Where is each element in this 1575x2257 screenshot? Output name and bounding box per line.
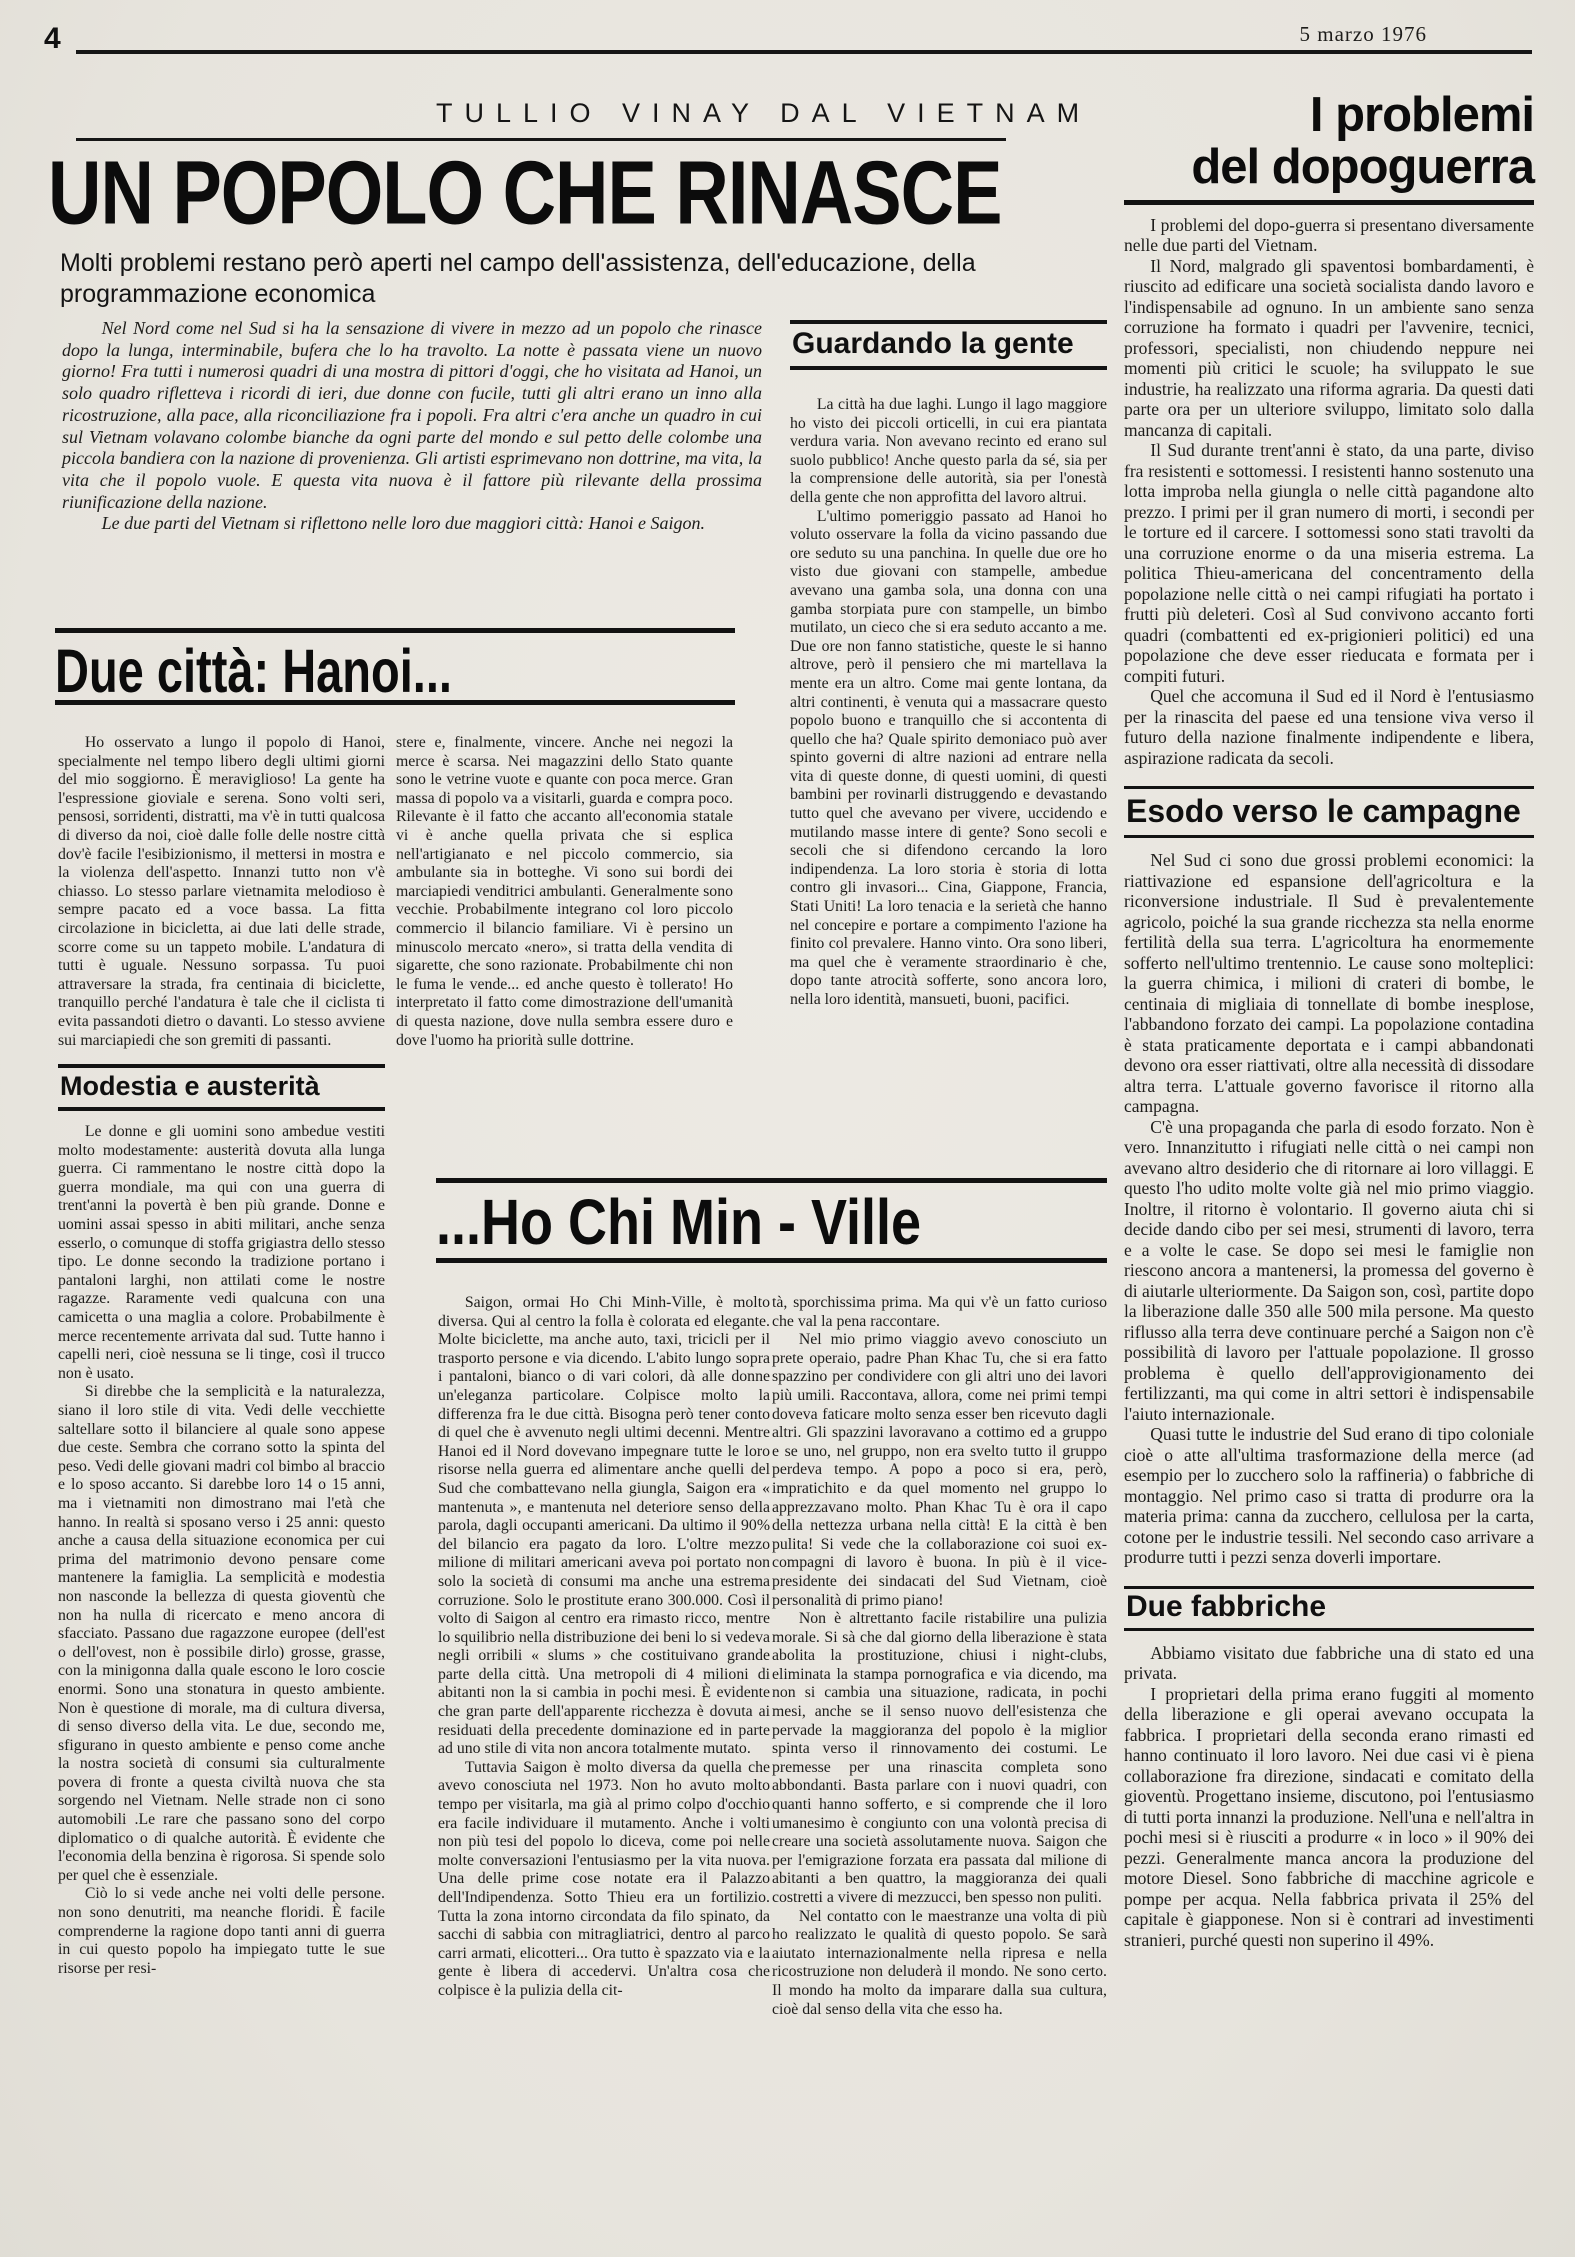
main-headline-text: UN POPOLO CHE RINASCE: [48, 141, 1002, 244]
issue-date: 5 marzo 1976: [1299, 22, 1427, 46]
paragraph: La città ha due laghi. Lungo il lago maggiore ho visto dei piccoli orticelli, in cui era piantata verdura varia. Non avevano recinto ed erano sul suolo pubblico! Anche questo parla da sé, sia per la comprensione delle autorità, sia per l'onestà della gente che non approfitta del lavoro altrui.: [790, 396, 1107, 506]
paragraph: Nel mio primo viaggio avevo conosciuto un prete operaio, padre Phan Khac Tu, che si era fatto spazzino per condividere con gli altri uno dei lavori più umili. Raccontava, allora, come nei primi tempi doveva faticare molto senza esser ben ricevuto dagli altri. Gli spazzini lavoravano a cottimo ed a gruppo e se uno, nel gruppo, non era svelto tutto il gruppo perdeva tempo. A popo a poco si era, però, impratichito e da quel momento nel gruppo lo apprezzavano molto. Phan Khac Tu è ora il capo della nettezza urbana nella città! E la città è ben pulita! Si vede che la collaborazione coi suoi ex-compagni di lavoro è buona. In più è il vice-presidente dei sindacati del Sud Vietnam, cioè personalità di primo piano!: [772, 1331, 1107, 1609]
paragraph: Nel Sud ci sono due grossi problemi economici: la riattivazione ed espansione dell'agricoltura e la riconversione industriale. Il Sud è prevalentemente agricolo, poiché la sua grande ricchezza sta nella enorme fertilità della sua terra. L'agricoltura ha enormemente sofferto nell'ultimo trentennio. Le cause sono molteplici: la guerra chimica, i milioni di crateri di bombe, le centinaia di migliaia di tonnellate di bombe inesplose, l'abbandono forzato dei campi. La popolazione contadina è stata praticamente deportata e i campi abbandonati devono ora esser riattivati, oltre alla necessità di dissodare altra terra. L'attuale governo favorisce il ritorno alla campagna.: [1124, 850, 1534, 1117]
kicker-rule: [76, 138, 1006, 141]
guardando-section-title: Guardando la gente: [790, 320, 1107, 370]
paragraph: Quel che accomuna il Sud ed il Nord è l'entusiasmo per la rinascita del paese ed una tensione viva verso il futuro della nazione finalmente indipendente e libera, aspirazione radicata da secoli.: [1124, 686, 1534, 768]
sidebar-title-line-1: I problemi: [1309, 88, 1534, 142]
paragraph: Le donne e gli uomini sono ambedue vestiti molto modestamente: austerità dovuta alla lunga guerra. Ci rammentano le nostre città dopo la guerra mondiale, ma qui con una guerra di trent'anni la povertà è ben più grande. Donne e uomini assai spesso in abiti militari, anche senza esserlo, o comunque di stoffa grigiastra dello stesso tipo. Le donne secondo la tradizione portano i pantaloni larghi, non attilati come le nostre ragazze. Raramente vedi qualcuna con una camicetta o una maglia a colore. Probabilmente è merce recentemente arrivata dal sud. Tutte hanno i capelli neri, cioè nessuna se li tinge, così il trucco non è usato.: [58, 1123, 385, 1382]
paragraph: Il Nord, malgrado gli spaventosi bombardamenti, è riuscito ad edificare una società socialista dando lavoro e l'indispensabile ad ognuno. In un ambiente sano senza corruzione ha formato i quadri per l'avvenire, tecnici, professori, specialisti, non chiudendo neppure nei momenti più critici le scuole; ha sviluppato le sue industrie, ha realizzato una riforma agraria. Da questi dati parte ora per un ulteriore sviluppo, limitato solo dalla mancanza di capitali.: [1124, 255, 1534, 440]
modestia-body: [58, 1123, 385, 1978]
main-headline: [48, 141, 1002, 244]
due-citta-column-1: [58, 734, 385, 1978]
ho-chi-min-column-2: [772, 1294, 1107, 2019]
due-citta-section-title: Due città: Hanoi...: [55, 636, 452, 705]
paragraph: Tuttavia Saigon è molto diversa da quella che avevo conosciuta nel 1973. Non ho avuto molto tempo per visitarla, ma già al primo colpo d'occhio era facile individuare il mutamento. Anche i volti non più tesi del popolo lo diceva, come poi nelle molte conversazioni l'entusiasmo per la vita nuova. Una delle prime cose notate era il Palazzo dell'Indipendenza. Sotto Thieu era un fortilizio. Tutta la zona intorno circondata da filo spinato, da sacchi di sabbia con mitragliatrici, dentro al parco carri armati, elicotteri... Ora tutto è spazzato via e la gente è libera di accedervi. Un'altra cosa che colpisce è la pulizia della cit-: [438, 1758, 770, 1999]
due-citta-col1-body: [58, 734, 385, 1050]
paragraph: I problemi del dopo-guerra si presentano diversamente nelle due parti del Vietnam.: [1124, 214, 1534, 256]
fabbriche-section-title: Due fabbriche: [1124, 1586, 1534, 1631]
paragraph: stere e, finalmente, vincere. Anche nei negozi la merce è scarsa. Nei magazzini dello Stato quante sono le vetrine vuote e quante con poca merce. Gran massa di popolo va a visitarli, guarda e compra poco. Rilevante è il fatto che accanto all'economia statale vi è anche quella privata che si esplica nell'artigianato e nel piccolo commercio, sia ambulante sia in botteghe. Vi sono sui bordi dei marciapiedi venditrici ambulanti. Generalmente sono vecchie. Probabilmente integrano col loro piccolo commercio il bilancio familiare. Vi è persino un minuscolo mercato «nero», si tratta della vendita di sigarette, che sono razionate. Probabilmente chi non le fuma le vende... ed anche questo è tollerato! Ho interpretato il fatto come dimostrazione dell'umanità di questa nazione, dove nulla sembra essere duro e dove l'uomo ha priorità sulle dottrine.: [396, 734, 733, 1049]
paragraph: Non è altrettanto facile ristabilire una pulizia morale. Si sà che dal giorno della liberazione è stata abolita la prostituzione, chiusi i night-clubs, eliminata la stampa pornografica e via dicendo, ma non si cambia una situazione, radicata, in pochi mesi, anche se il senso nuovo dell'esistenza che pervade la maggioranza del popolo è la miglior spinta verso il rinnovamento dei costumi. Le premesse per una rinascita completa sono abbondanti. Basta parlare con i nuovi quadri, con quanti hanno sofferto, e si comprende che il loro umanesimo è congiunto con una volontà precisa di creare una società assolutamente nuova. Saigon che per l'emigrazione forzata era passata dal milione di abitanti a ben quattro, la maggioranza dei quali costretti a vivere di mezzucci, ben spesso non puliti.: [772, 1610, 1107, 1906]
article-intro: [62, 318, 762, 535]
paragraph: Abbiamo visitato due fabbriche una di stato ed una privata.: [1124, 1642, 1534, 1684]
ho-chi-min-column-1: [438, 1294, 770, 2001]
paragraph: Il Sud durante trent'anni è stato, da una parte, diviso fra resistenti e sottomessi. I resistenti hanno sostenuto una lotta improba nella giungla o nelle città pagandone alto prezzo. I primi per il gran numero di morti, i secondi per le torture ed il carcere. I sottomessi sono stati travolti da una corruzione enorme o da una miseria estrema. La politica Thieu-americana del concentramento della popolazione nelle città o nei campi rifugiati ha portato i frutti più deleteri. Così al Sud convivono accanto forti quadri (combattenti ed ex-prigionieri politici) ed una popolazione che deve esser rieducata e formata per i compiti futuri.: [1124, 440, 1534, 686]
modestia-section-title: Modestia e austerità: [58, 1064, 385, 1111]
header-rule: [76, 50, 1532, 54]
paragraph: tà, sporchissima prima. Ma qui v'è un fatto curioso che val la pena raccontare.: [772, 1294, 1107, 1330]
paragraph: L'ultimo pomeriggio passato ad Hanoi ho voluto osservare la folla da vicino passando due ore seduto su una panchina. In quelle due ore ho visto due giovani con stampelle, ambedue avevano una gamba sola, una donna con una gamba storpiata pure con stampelle, un bimbo mutilato, un cieco che si era seduto accanto a me. Due ore non fanno statistiche, queste le si hanno altrove, però il pensiero che mi martellava la mente era un altro. Come mai gente lontana, da altri continenti, è venuta qui a massacrare questo popolo buono e tranquillo che si accontenta di quello che ha? Quale spirito demoniaco può aver spinto governi di altre nazioni ad entrare nella vita di queste donne, di questi uomini, di questi bambini per rovinarli distruggendo e devastando tutto quel che avevano per vivere, uccidendo e mutilando masse intere di gente? Sono secoli e secoli che si difendono cercando la loro indipendenza. La loro storia è storia di lotta contro gli invasori... Cina, Giappone, Francia, Stati Uniti! La loro tenacia e la serietà che hanno nel concepire e portare a compimento l'azione ha finito col prevalere. Hanno vinto. Ora sono liberi, ma quel che è veramente straordinario è che, dopo tante atrocità sofferte, sono ancora loro, nella loro identità, mansueti, buoni, pacifici.: [790, 507, 1107, 1008]
paragraph: Quasi tutte le industrie del Sud erano di tipo coloniale cioè o atte all'ultima trasformazione della merce (ad esempio per lo zucchero solo la raffineria) o fabbriche di montaggio. Nel primo caso si tratta di produrre ora la materia prima: canna da zucchero, cellulosa per la carta, cotone per le industrie tessili. Nel secondo caso arrivare a produrre tutti i pezzi senza doverli importare.: [1124, 1424, 1534, 1568]
paragraph: Ho osservato a lungo il popolo di Hanoi, specialmente nel tempo libero degli ultimi giorni del mio soggiorno. È meraviglioso! La gente ha l'espressione gioviale e serena. Sono volti seri, pensosi, sorridenti, distratti, ma v'è in tutti qualcosa di diverso da noi, cioè dalle folle delle nostre città dov'è facile l'esibizionismo, il mettersi in mostra e la violenza dell'aspetto. Innanzi tutto non v'è chiasso. Lo stesso parlare vietnamita melodioso è sempre pacato ed a voce bassa. La fitta circolazione in bicicletta, ai due lati delle strade, scorre come su un tappeto mobile. L'andatura di tutti è uguale. Nessuno sorpassa. Tu puoi attraversare la strada, fra centinaia di biciclette, tranquillo perché l'andatura è tale che il ciclista ti evita passandoti dietro o davanti. Lo stesso avviene sui marciapiedi che son gremiti di passanti.: [58, 734, 385, 1049]
sidebar-intro-body: [1124, 215, 1534, 769]
guardando-body: [790, 396, 1107, 1010]
fabbriche-body: [1124, 1643, 1534, 1951]
subhead-line-1: Molti problemi restano però aperti nel campo dell'assistenza, dell'educazione, della: [60, 249, 976, 277]
due-citta-section-heading: [55, 628, 735, 705]
article-kicker: TULLIO VINAY DAL VIETNAM: [436, 98, 1092, 128]
paragraph: I proprietari della prima erano fuggiti al momento della liberazione e gli operai avevano occupata la fabbrica. I proprietari della seconda erano rimasti ed hanno continuato il loro lavoro. Nei due casi vi è piena collaborazione fra direzione, sindacati e comitato della gioventù. Progettano insieme, discutono, poi l'entusiasmo di tutti porta innanzi la produzione. Nell'una e nell'altra in pochi mesi si è riusciti a produrre « in loco » il 90% dei pezzi. Generalmente manca ancora la produzione del motore Diesel. Sono fabbriche di macchine agricole e pompe per acqua. Nella fabbrica privata il 25% del capitale è giapponese. Non si è contrari ad investimenti stranieri, purché questi non superino il 49%.: [1124, 1683, 1534, 1950]
esodo-body: [1124, 850, 1534, 1568]
paragraph: Ciò lo si vede anche nei volti delle persone. non sono denutriti, ma neanche floridi. È facile comprenderne la ragione dopo tanti anni di guerra in cui questo popolo ha impiegato tutte le sue risorse per resi-: [58, 1885, 385, 1977]
section-guardando-la-gente: [790, 320, 1107, 1010]
ho-chi-min-section-heading: [436, 1178, 1107, 1263]
paragraph: Nel Nord come nel Sud si ha la sensazione di vivere in mezzo ad un popolo che rinasce dopo la lunga, interminabile, bufera che lo ha travolto. La notte è passata viene un nuovo giorno! Fra tutti i numerosi quadri di una mostra di pittori d'oggi, che ho visitata ad Hanoi, un solo quadro rifletteva i ricordi di ieri, due donne con fucile, tutti gli altri erano un inno alla ricostruzione, alla pace, alla riconciliazione fra i popoli. Fra altri c'era anche un quadro in cui sul Vietnam volavano colombe bianche da ogni parte del mondo e sul petto delle colombe una piccola bandiera con la nazione di provenienza. Gli artisti esprimevano non dottrine, ma vita, la vita che il popolo vuole. E questa vita nuova è il fattore più rilevante della prossima riunificazione della nazione.: [62, 318, 762, 512]
paragraph: Le due parti del Vietnam si riflettono nelle loro due maggiori città: Hanoi e Saigon.: [101, 513, 706, 534]
sidebar-title: [1124, 90, 1534, 194]
ho-chi-min-col1-body: [438, 1294, 770, 2001]
subhead-line-2: programmazione economica: [60, 280, 376, 308]
page-number: 4: [44, 22, 61, 55]
paragraph: Saigon, ormai Ho Chi Minh-Ville, è molto diversa. Qui al centro la folla è colorata ed elegante. Molte biciclette, ma anche auto, taxi, tricicli per il trasporto persone e via dicendo. L'abito lungo sopra i pantaloni, bianco o di vari colori, dà alle donne un'eleganza particolare. Colpisce molto la differenza fra le due città. Bisogna però tener conto di quel che è avvenuto negli ultimi decenni. Mentre Hanoi ed il Nord dovevano impegnare tutte le loro risorse nella guerra ed alimentare anche quelli del Sud che combattevano nella giungla, Saigon era « mantenuta », e mantenuta nel deteriore senso della parola, dagli occupanti americani. Da ultimo il 90% del bilancio era pagato da loro. L'oltre mezzo milione di militari americani aveva poi portato non solo la società di consumi ma anche una estrema corruzione. Solo le prostitute erano 300.000. Così il volto di Saigon al centro era rimasto ricco, mentre lo squilibrio nella distribuzione dei beni lo si vedeva negli orribili « slums » che costituivano grande parte della città. Una metropoli di 4 milioni di abitanti non la si cambia in pochi mesi. È evidente che gran parte dell'apparente ricchezza è dovuta ai residuati della precedente dominazione ed in parte ad uno stile di vita non ancora totalmente mutato.: [438, 1294, 770, 1758]
paragraph: Nel contatto con le maestranze una volta di più ho realizzato le qualità di questo popolo. Se sarà aiutato internazionalmente nella ripresa e nella ricostruzione non deluderà il mondo. Ne sono certo. Il mondo ha molto da imparare dalla sua cultura, cioè dal senso della vita che esso ha.: [772, 1907, 1107, 2018]
paragraph: Si direbbe che la semplicità e la naturalezza, siano il loro stile di vita. Vedi delle vecchiette saltellare sotto il bilanciere al quale sono appese due ceste. Sembra che corrano sotto la spinta del peso. Vedi delle giovani madri col bimbo al braccio e lo sposo accanto. Si darebbe loro 14 o 15 anni, ma i vietnamiti non dimostrano mai l'età che hanno. In realtà si sposano verso i 25 anni: questo anche a causa della situazione economica per cui prima del matrimonio devono pensare come mantenere la famiglia. La semplicità e modestia non nasconde la bellezza di questa gioventù che non ha nulla di ricercato e meno ancora di sfacciato. Passano due ragazzone europee (dell'est o dell'ovest, non è possibile dirlo) grosse, grasse, con la minigonna dalla quale escono le loro coscie enormi. Sono una stonatura in questo ambiente. Non è questione di morale, ma di cultura diversa, di senso diverso della vita. Le due, secondo me, sfigurano in questo ambiente e penso come anche la nostra società di consumi sia culturalmente povera di fronte a questa civiltà nuova che sta sorgendo nel Vietnam. Nelle strade non ci sono automobili .Le rare che passano sono del corpo diplomatico o di qualche autorità. È evidente che l'economia della benzina è rigorosa. Si spende solo per quel che è essenziale.: [58, 1383, 385, 1884]
ho-chi-min-section-title: ...Ho Chi Min - Ville: [436, 1187, 922, 1258]
due-citta-col2-body: [396, 734, 733, 1050]
sidebar-title-rule: [1124, 200, 1534, 205]
sidebar-title-line-2: del dopoguerra: [1191, 139, 1534, 194]
ho-chi-min-col2-body: [772, 1294, 1107, 2019]
esodo-section-title: Esodo verso le campagne: [1124, 786, 1534, 838]
paragraph: C'è una propaganda che parla di esodo forzato. Non è vero. Innanzitutto i rifugiati nelle città o nei campi non avevano altro desiderio che di ritornare ai loro villaggi. E questo l'ho udito molte volte già nel mio primo viaggio. Inoltre, il ritorno è volontario. Il governo aiuta chi si decide dando cibo per sei mesi, strumenti di lavoro, terra e a volte le case. Se dopo sei mesi le famiglie non riescono ancora a mantenersi, la promessa del governo è di aiutarle ulteriormente. Da Saigon son, così, partite dopo la liberazione dalle 350 alle 500 mila persone. Ma questo riflusso alla terra deve continuare perché a Saigon non c'è possibilità di lavoro per l'attuale popolazione. Il grosso problema è quello dell'approvigionamento dei fertilizzanti, ma qui come in altri settori è indispensabile l'aiuto internazionale.: [1124, 1116, 1534, 1424]
sidebar-article: [1124, 90, 1534, 1950]
article-subhead: [60, 248, 976, 310]
due-citta-column-2: [396, 734, 733, 1050]
